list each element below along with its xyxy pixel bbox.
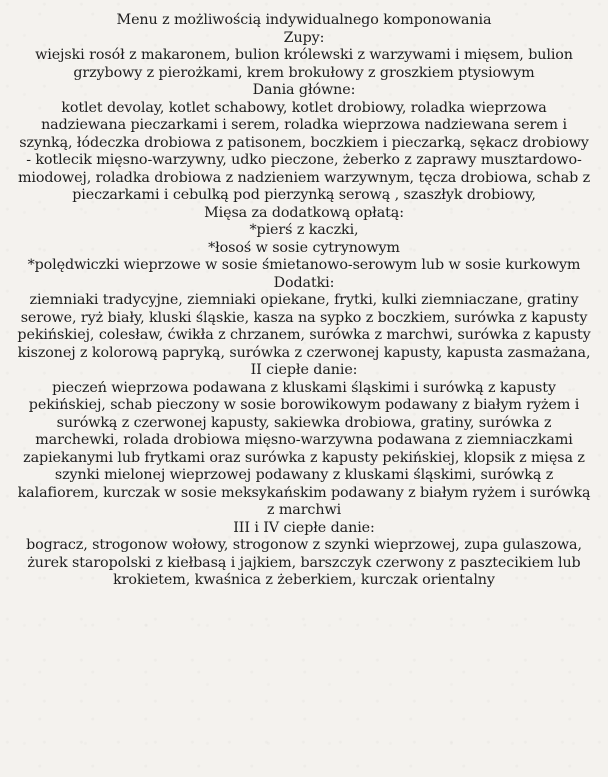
section-heading-soups: Zupy: <box>283 29 325 46</box>
second-hot-dish-line: zapiekanymi lub frytkami oraz surówka z kapusty pekińskiej, klopsik z mięsa z <box>23 449 585 466</box>
sides-line: ziemniaki tradycyjne, ziemniaki opiekane, frytki, kulki ziemniaczane, gratiny <box>29 292 579 308</box>
third-fourth-hot-dish-line: krokietem, kwaśnica z żeberkiem, kurczak orientalny <box>113 572 495 588</box>
section-heading-main-dishes: Dania główne: <box>252 82 356 98</box>
sides-line: serowe, ryż biały, kluski śląskie, kasza na sypko z boczkiem, surówka z kapusty <box>20 309 588 326</box>
sides-line: pekińskiej, colesław, ćwikła z chrzanem, surówka z marchwi, surówka z kapusty <box>17 327 591 343</box>
menu-title: Menu z możliwością indywidualnego komponowania <box>116 12 492 28</box>
main-dishes-line: szynką, łódeczka drobiowa z patisonem, boczkiem i pieczarką, sękacz drobiowy <box>19 134 589 151</box>
main-dishes-line: nadziewana pieczarkami i serem, roladka wieprzowa nadziewana serem i <box>41 117 567 133</box>
extra-meats-line: *polędwiczki wieprzowe w sosie śmietanowo-serowym lub w sosie kurkowym <box>27 257 581 273</box>
extra-meats-line: *pierś z kaczki, <box>249 222 359 238</box>
third-fourth-hot-dish-line: żurek staropolski z kiełbasą i jajkiem, barszczyk czerwony z pasztecikiem lub <box>27 554 581 571</box>
main-dishes-line: miodowej, roladka drobiowa z nadzieniem warzywnym, tęcza drobiowa, schab z <box>17 169 591 186</box>
second-hot-dish-line: kalafiorem, kurczak w sosie meksykańskim podawany z białym ryżem i surówką <box>17 484 591 501</box>
third-fourth-hot-dish-line: bogracz, strogonow wołowy, strogonow z szynki wieprzowej, zupa gulaszowa, <box>26 537 582 553</box>
second-hot-dish-line: surówką z czerwonej kapusty, sakiewka drobiowa, gratiny, surówka z <box>56 414 552 431</box>
main-dishes-line: - kotlecik mięsno-warzywny, udko pieczone, żeberko z zaprawy musztardowo- <box>26 152 582 168</box>
main-dishes-line: kotlet devolay, kotlet schabowy, kotlet drobiowy, roladka wieprzowa <box>61 99 547 116</box>
section-heading-second-hot-dish: II ciepłe danie: <box>250 362 358 378</box>
section-heading-extra-meats: Mięsa za dodatkową opłatą: <box>204 204 404 221</box>
menu-content <box>8 12 600 590</box>
sides-line: kiszonej z kolorową papryką, surówka z czerwonej kapusty, kapusta zasmażana, <box>17 344 591 361</box>
section-heading-sides: Dodatki: <box>273 274 335 291</box>
soups-line: wiejski rosół z makaronem, bulion królewski z warzywami i mięsem, bulion <box>35 47 573 63</box>
second-hot-dish-line: pekińskiej, schab pieczony w sosie borowikowym podawany z białym ryżem i <box>28 397 580 413</box>
second-hot-dish-line: marchewki, rolada drobiowa mięsno-warzywna podawana z ziemniaczkami <box>35 432 573 448</box>
second-hot-dish-line: z marchwi <box>266 502 342 518</box>
second-hot-dish-line: szynki mielonej wieprzowej podawany z kluskami śląskimi, surówką z <box>54 467 554 483</box>
extra-meats-line: *łosoś w sosie cytrynowym <box>208 239 400 256</box>
soups-line: grzybowy z pierożkami, krem brokułowy z groszkiem ptysiowym <box>73 64 535 81</box>
second-hot-dish-line: pieczeń wieprzowa podawana z kluskami śląskimi i surówką z kapusty <box>52 379 556 396</box>
main-dishes-line: pieczarkami i cebulką pod pierzynką serową , szaszłyk drobiowy, <box>72 187 536 203</box>
section-heading-third-fourth-hot-dish: III i IV ciepłe danie: <box>233 519 375 536</box>
